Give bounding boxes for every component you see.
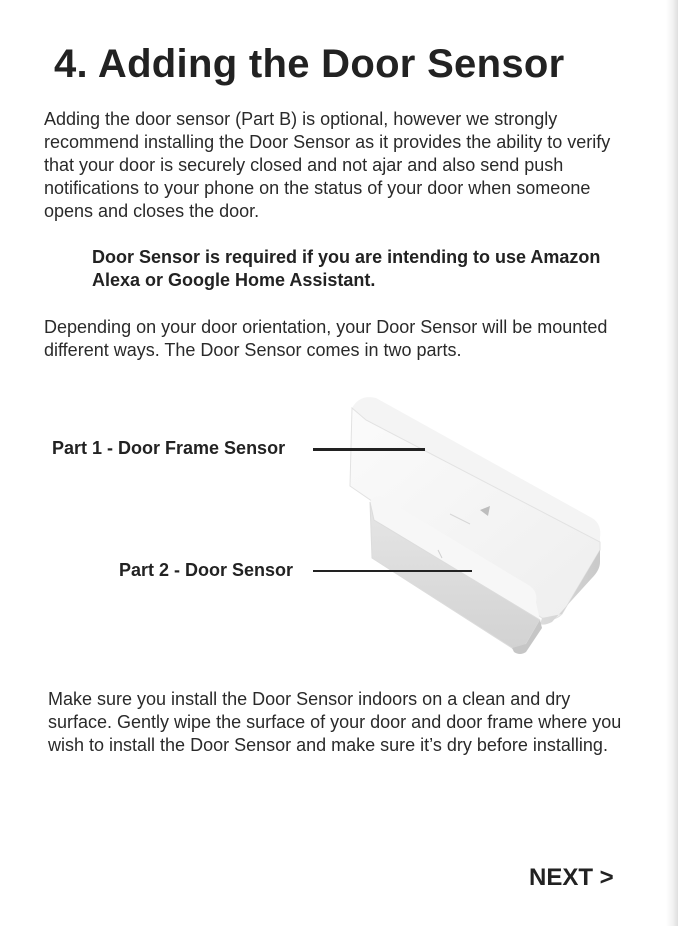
part1-label: Part 1 - Door Frame Sensor xyxy=(52,438,286,458)
requirement-note: Door Sensor is required if you are intending to use Amazon Alexa or Google Home Assistant. xyxy=(92,247,601,290)
part2-label: Part 2 - Door Sensor xyxy=(119,560,294,580)
door-sensor-image xyxy=(330,390,610,660)
intro-paragraph: Adding the door sensor (Part B) is optional, however we strongly recommend installing the Door Sensor as it provides the ability to verify that your door is securely closed and not ajar and also send push notifications to your phone on the status of your door when someone opens and closes the door. xyxy=(44,109,611,221)
install-tip-paragraph: Make sure you install the Door Sensor indoors on a clean and dry surface. Gently wipe the surface of your door and door frame where you wish to install the Door Sensor and make sure it’s dry before installing. xyxy=(48,689,622,755)
page-title: 4. Adding the Door Sensor xyxy=(54,42,565,86)
orientation-paragraph: Depending on your door orientation, your Door Sensor will be mounted different ways. The Door Sensor comes in two parts. xyxy=(44,317,608,360)
page-edge-shadow xyxy=(666,0,678,926)
part2-leader-line xyxy=(313,570,472,572)
next-button[interactable]: NEXT > xyxy=(529,864,614,891)
part1-leader-line xyxy=(313,448,425,451)
